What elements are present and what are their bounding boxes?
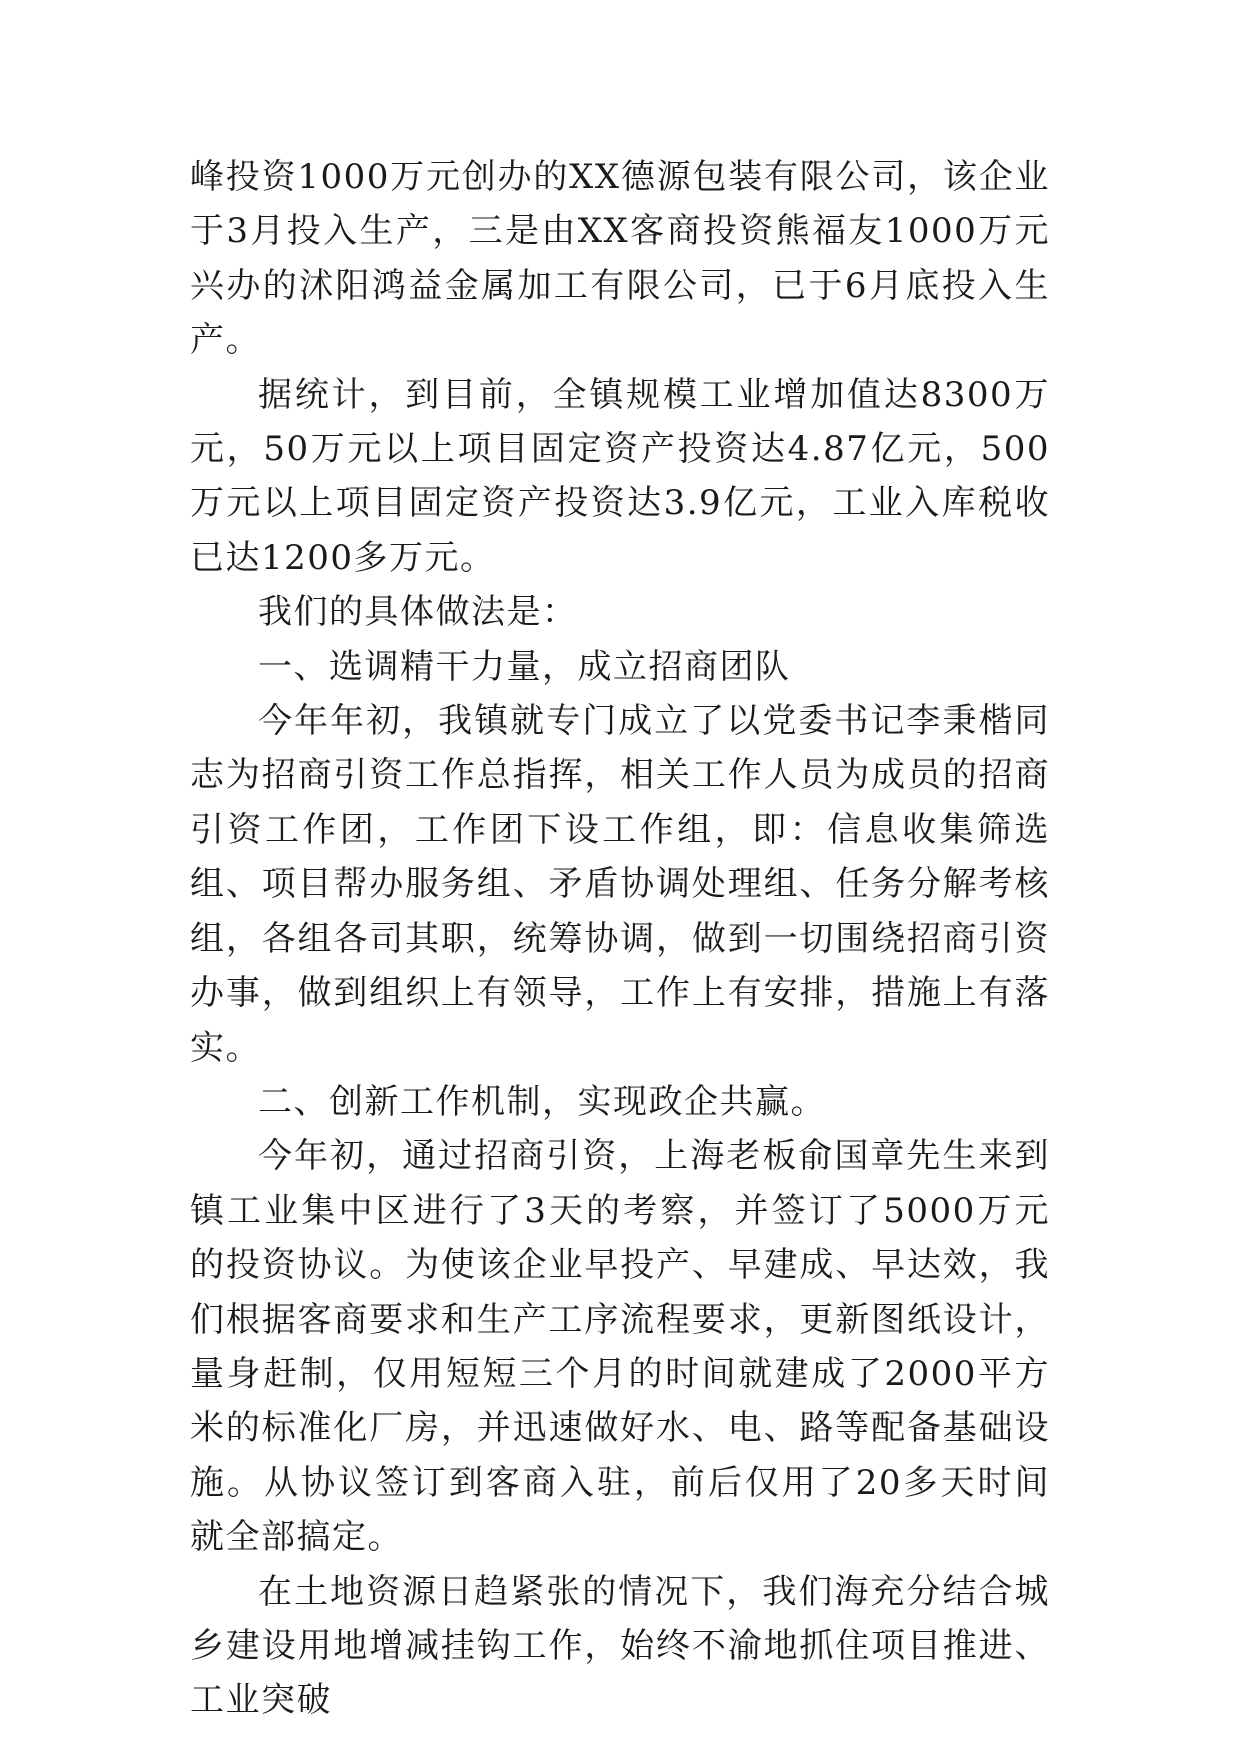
paragraph-approach-intro: 我们的具体做法是： xyxy=(258,592,578,633)
paragraph-team: 今年年初，我镇就专门成立了以党委书记李秉楷同志为招商引资工作总指挥，相关工作人员为成员的招商引资工作团，工作团下设工作组，即：信息收集筛选组、项目帮办服务组、矛盾协调处理组、任务分解考核组，各组各司其职，统筹协调，做到一切围绕招商引资办事，做到组织上有领导，工作上有安排，措施上有落实。 xyxy=(190,701,1050,1068)
paragraph-1: 峰投资1000万元创办的XX德源包装有限公司，该企业于3月投入生产，三是由XX客商投资熊福友1000万元兴办的沭阳鸿益金属加工有限公司，已于6月底投入生产。 xyxy=(190,157,1050,361)
document-page xyxy=(190,150,1050,1728)
paragraph-mechanism: 今年初，通过招商引资，上海老板俞国章先生来到镇工业集中区进行了3天的考察，并签订了5000万元的投资协议。为使该企业早投产、早建成、早达效，我们根据客商要求和生产工序流程要求，更新图纸设计，量身赶制，仅用短短三个月的时间就建成了2000平方米的标准化厂房，并迅速做好水、电、路等配备基础设施。从协议签订到客商入驻，前后仅用了20多天时间就全部搞定。 xyxy=(190,1136,1050,1558)
section-heading-1: 一、选调精干力量，成立招商团队 xyxy=(258,646,791,687)
section-heading-2: 二、创新工作机制，实现政企共赢。 xyxy=(258,1081,826,1122)
paragraph-land: 在土地资源日趋紧张的情况下，我们海充分结合城乡建设用地增减挂钩工作，始终不渝地抓住项目推进、工业突破 xyxy=(190,1571,1050,1721)
paragraph-statistics: 据统计，到目前，全镇规模工业增加值达8300万元，50万元以上项目固定资产投资达4.87亿元，500万元以上项目固定资产投资达3.9亿元，工业入库税收已达1200多万元。 xyxy=(190,374,1050,578)
